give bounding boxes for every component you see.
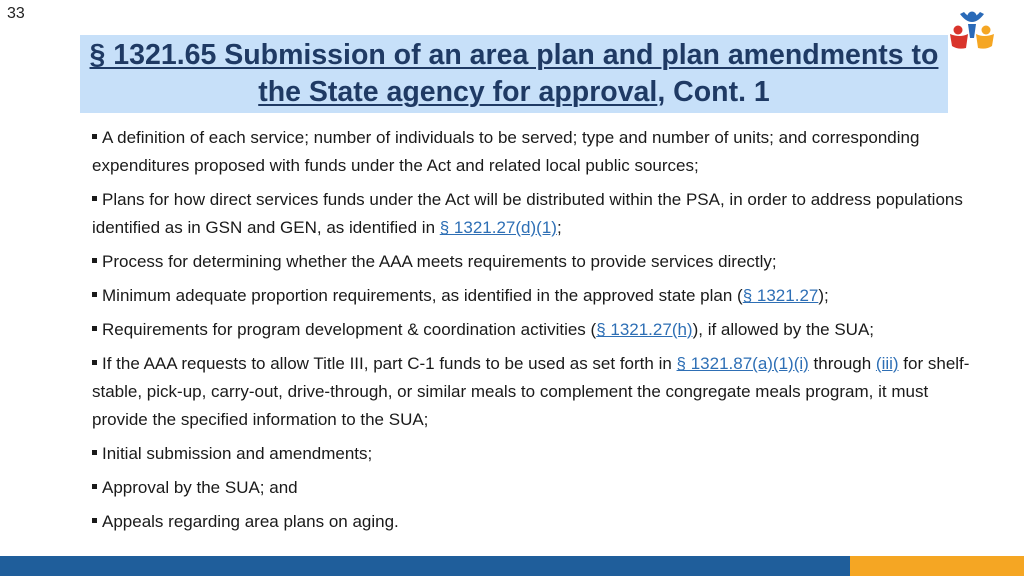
title-banner [80,35,948,113]
list-item [84,316,984,344]
bullet-list [84,124,984,542]
slide-number: 33 [7,5,25,22]
bullet-text: Appeals regarding area plans on aging. [102,512,399,531]
bullet-text: Process for determining whether the AAA meets requirements to provide services directly; [102,252,777,271]
list-item [84,186,984,242]
bullet-text: ; [556,218,562,237]
footer-orange-segment [850,556,1024,576]
list-item [84,440,984,468]
bullet-square-icon [92,196,97,201]
title-underlined: § 1321.65 Submission of an area plan and plan amendments to the State agency for approval [89,39,939,108]
citation-link[interactable]: (iii) [875,354,899,373]
citation-link[interactable]: § 1321.27(d)(1) [439,218,557,237]
title-suffix: , Cont. 1 [657,76,770,108]
citation-link[interactable]: § 1321.87(a)(1)(i) [676,354,809,373]
bullet-square-icon [92,450,97,455]
people-logo-icon [944,8,1000,56]
bullet-text: Plans for how direct services funds under the Act will be distributed within the PSA, in order to address populations identified as in GSN and GEN, as identified in [92,190,963,237]
list-item [84,474,984,502]
citation-link[interactable]: § 1321.27(h) [596,320,693,339]
bullet-text: ); [818,286,829,305]
bullet-text: for shelf-stable, pick-up, carry-out, drive-through, or similar meals to complement the congregate meals program, it must provide the specified information to the SUA; [92,354,970,429]
bullet-square-icon [92,326,97,331]
list-item [84,124,984,180]
footer-blue-segment [0,556,850,576]
bullet-text: ), if allowed by the SUA; [692,320,875,339]
bullet-text: Initial submission and amendments; [102,444,373,463]
bullet-text: Approval by the SUA; and [102,478,298,497]
bullet-square-icon [92,484,97,489]
list-item [84,350,984,434]
list-item [84,508,984,536]
citation-link[interactable]: § 1321.27 [742,286,819,305]
list-item [84,248,984,276]
bullet-square-icon [92,134,97,139]
bullet-text: If the AAA requests to allow Title III, part C-1 funds to be used as set forth in [102,354,677,373]
bullet-square-icon [92,292,97,297]
page-title [80,37,948,111]
bullet-square-icon [92,518,97,523]
list-item [84,282,984,310]
bullet-text: A definition of each service; number of individuals to be served; type and number of units; and corresponding expenditures proposed with funds under the Act and related local public sources; [92,128,920,175]
bullet-square-icon [92,258,97,263]
bullet-text: Requirements for program development & coordination activities ( [102,320,597,339]
bullet-square-icon [92,360,97,365]
bullet-text: through [808,354,876,373]
bullet-text: Minimum adequate proportion requirements, as identified in the approved state plan ( [102,286,743,305]
footer-color-bar [0,556,1024,576]
